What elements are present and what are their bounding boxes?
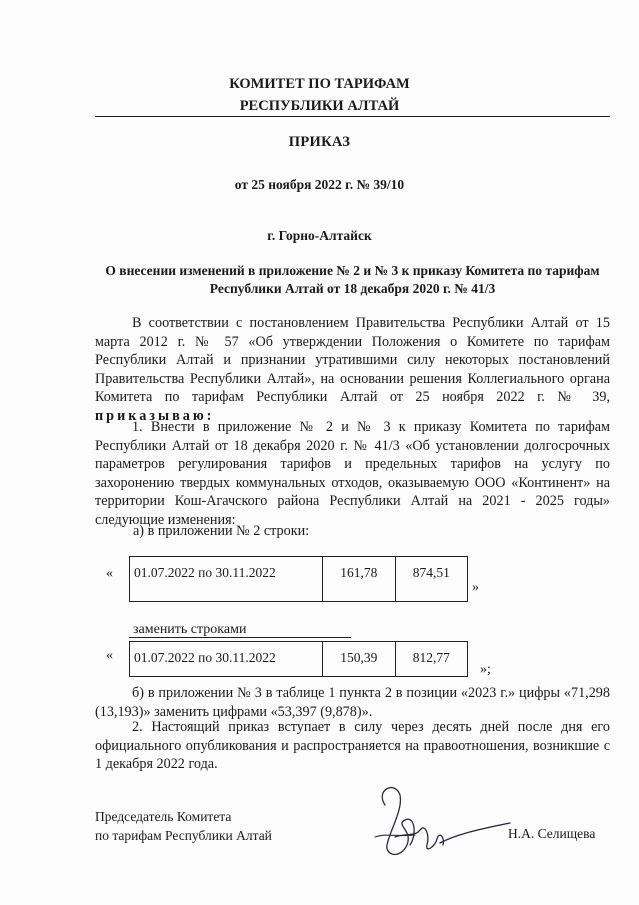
open-quote-1: « bbox=[106, 566, 113, 581]
signer-title bbox=[95, 808, 272, 845]
old-value1-cell: 161,78 bbox=[323, 557, 395, 602]
replace-label: заменить строками bbox=[133, 622, 247, 637]
table-row bbox=[130, 557, 468, 602]
close-quote-1: » bbox=[472, 580, 479, 595]
header-divider bbox=[95, 116, 610, 117]
document-city: г. Горно-Алтайск bbox=[267, 228, 372, 243]
organization-name-line1: КОМИТЕТ ПО ТАРИФАМ bbox=[229, 76, 410, 92]
old-period-cell: 01.07.2022 по 30.11.2022 bbox=[130, 557, 323, 602]
preamble-text: В соответствии с постановлением Правительства Республики Алтай от 15 марта 2012 г. № 57 «Об утверждении Положения о Комитете по тарифам Республики Алтай и признании утратившими силу некоторых постановлений Правительства Республики Алтай», на основании решения Коллегиального органа Комитета по тарифам Республики Алтай от 25 ноября 2022 г. № 39, bbox=[95, 315, 610, 405]
old-value2-cell: 874,51 bbox=[395, 557, 467, 602]
preamble-paragraph bbox=[95, 314, 610, 425]
new-rates-table bbox=[129, 641, 468, 677]
item-1-paragraph: 1. Внести в приложение № 2 и № 3 к приказу Комитета по тарифам Республики Алтай от 18 декабря 2020 г. № 41/3 «Об установлении долгосрочных параметров регулирования тарифов и предельных тарифов на услугу по захоронению твердых коммунальных отходов, оказываемую ООО «Континент» на территории Кош-Агачского района Республики Алтай на 2021 - 2025 годы» следующие изменения: bbox=[95, 419, 610, 528]
handwritten-signature bbox=[355, 775, 515, 870]
sub-item-a: а) в приложении № 2 строки: bbox=[133, 523, 310, 539]
organization-name-line2: РЕСПУБЛИКИ АЛТАЙ bbox=[239, 98, 400, 114]
new-value1-cell: 150,39 bbox=[323, 642, 395, 677]
document-type: ПРИКАЗ bbox=[288, 134, 351, 150]
table-row bbox=[130, 642, 468, 677]
old-rates-table bbox=[129, 556, 468, 602]
signer-name: Н.А. Селищева bbox=[508, 826, 596, 841]
order-word: приказываю: bbox=[95, 407, 215, 424]
item-2-paragraph: 2. Настоящий приказ вступает в силу через десять дней после дня его официального опубликования и распространяется на правоотношения, возникшие с 1 декабря 2022 года. bbox=[95, 719, 610, 772]
document-date-number: от 25 ноября 2022 г. № 39/10 bbox=[234, 177, 405, 192]
close-quote-2: »; bbox=[480, 662, 491, 677]
new-period-cell: 01.07.2022 по 30.11.2022 bbox=[130, 642, 323, 677]
new-value2-cell: 812,77 bbox=[395, 642, 467, 677]
signer-title-line1: Председатель Комитета bbox=[95, 809, 232, 824]
signer-title-line2: по тарифам Республики Алтай bbox=[95, 827, 272, 843]
replace-underline bbox=[129, 637, 351, 638]
document-subject: О внесении изменений в приложение № 2 и № 3 к приказу Комитета по тарифам Республики Алтай от 18 декабря 2020 г. № 41/3 bbox=[105, 263, 600, 296]
open-quote-2: « bbox=[106, 648, 113, 663]
sub-item-b: б) в приложении № 3 в таблице 1 пункта 2 в позиции «2023 г.» цифры «71,298 (13,193)» заменить цифрами «53,397 (9,878)». bbox=[95, 685, 610, 720]
